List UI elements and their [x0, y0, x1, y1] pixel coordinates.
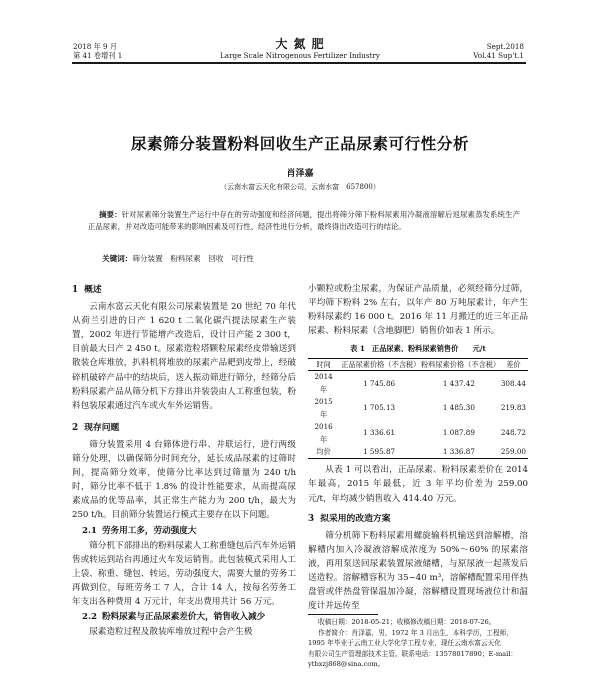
section-3-paragraph: 筛分机筛下粉料尿素用螺旋输料机输送到溶解槽，溶解槽内加入冷凝液溶解成浓度为 50%～60% 的尿素溶液，再用泵送回尿素装置尿液储槽，与原尿液一起蒸发后送造粒。溶解槽容积为 35~40 m³，溶解槽配置采用伴热盘管或伴热盘管保温加冷凝，溶解槽设置现场液位计和温度计并远传至	[308, 530, 528, 612]
affiliation: （云南水富云天化有限公司，云南水富 657800）	[220, 183, 380, 191]
section-2-paragraph: 筛分装置采用 4 台筛体进行串、并联运行，进行两级筛分处理，以确保筛分时间充分，延长成品尿素的过筛时间，提高筛分效率，使筛分比率达到过筛量为 240 t/h 时，筛分比率不低于 1.8% 的设计性能要求，从而提高尿素成品的优等品率，其正常生产能力为 200 t/h，最大为 250 t/h。目前筛分装置运行模式主要存在以下问题。	[72, 439, 296, 521]
abstract	[88, 209, 520, 234]
table-cell: 1 087.89	[442, 428, 475, 438]
table-cell: 1 336.61	[363, 428, 396, 438]
section-3-heading: 3 拟采用的改造方案	[308, 513, 391, 524]
footnote-bio: 1995 年毕业于云南工业大学化学工程专业，现任云南水富云天化	[308, 639, 502, 647]
header-date-en: Sept.2018	[486, 42, 524, 51]
table-header-cell: 差价	[506, 360, 521, 370]
keyword: 可行性	[231, 254, 254, 263]
table-cell: 308.44	[500, 378, 526, 388]
keywords-label: 关键词：	[102, 254, 133, 263]
price-table	[308, 358, 528, 459]
table-row	[308, 421, 528, 446]
table-cell: 1 437.42	[442, 378, 475, 388]
header-date: 2018 年 9 月	[73, 42, 118, 51]
header-rule	[72, 62, 526, 64]
subsection-2-2-heading: 2.2 粉料尿素与正品尿素差价大，销售收入减少	[82, 612, 266, 623]
keyword: 筛分装置	[132, 254, 163, 263]
journal-english-name: Large Scale Nitrogenous Fertilizer Industry	[220, 51, 380, 60]
subsection-2-1-heading: 2.1 劳务用工多，劳动强度大	[82, 525, 197, 536]
abstract-text: 针对尿素筛分装置生产运行中存在的劳动强度和经济问题，提出将筛分筛下粉料尿素用冷凝液溶解后返尿素蒸发系统生产正品尿素，并对改造可能带来的影响因素及可行性、经济性进行分析，最终得出改造可行的结论。	[88, 210, 520, 232]
abstract-label: 摘要：	[99, 210, 122, 219]
table-cell: 2014 年	[314, 372, 333, 394]
table-cell: 219.83	[500, 403, 526, 413]
section-1-heading: 1 概述	[72, 285, 102, 295]
continued-paragraph: 小颗粒或粉尘尿素，为保证产品质量，必须经筛分过筛，平均筛下粉料 2% 左右，以年产 80 万吨尿素计，年产生粉料尿素约 16 000 t。2016 年 11 月搬迁的近三年正品尿素、粉料尿素（含地脚肥）销售价如表 1 所示。	[308, 284, 528, 337]
right-column	[308, 282, 528, 613]
footnote-email: ytbxzj868@sina.com。	[308, 660, 385, 668]
table-row	[308, 371, 528, 396]
table-cell: 均价	[316, 446, 331, 456]
table-cell: 1 705.13	[363, 403, 396, 413]
table-caption: 表 1 正品尿素、粉料尿素销售价 元/t	[350, 344, 486, 354]
subsection-2-1-paragraph: 筛分机下部排出的粉料尿素人工称重缝包后汽车外运销售或转运到站台再通过火车发运销售。此包装模式采用人工上袋、称重、缝包、转运，劳动强度大，需要大量的劳务工再做到位，每班劳务工 7 人，合计 14 人，按每名劳务工年支出各种费用 4 万元计，年支出费用共计 56 万元。	[72, 540, 296, 607]
article-title: 尿素筛分装置粉料回收生产正品尿素可行性分析	[130, 134, 470, 153]
table-header-cell: 正品尿素价格（不含税）	[341, 360, 421, 370]
keyword: 回收	[208, 254, 224, 263]
table-cell: 1 336.87	[442, 446, 475, 456]
journal-masthead: 大 氮 肥	[275, 37, 325, 51]
section-2-heading: 2 现存问题	[72, 422, 120, 433]
table-discussion-paragraph: 从表 1 可以看出，正品尿素、粉料尿素差价在 2014 年最高，2015 年最低，近 3 年平均价差为 259.00 元/t，年均减少销售收入 414.40 万元。	[308, 465, 528, 504]
header-volume: 第 41 卷增刊 1	[73, 51, 123, 60]
table-row	[308, 396, 528, 421]
left-column	[72, 279, 296, 639]
table-cell: 1 745.86	[363, 378, 396, 388]
table-header-cell: 粉料尿素价格（不含税）	[421, 360, 501, 370]
table-header-cell: 时间	[316, 360, 331, 370]
subsection-2-2-paragraph: 尿素造粒过程及散装库堆放过程中会产生极	[89, 627, 253, 638]
footnote-dates: 收稿日期：2018-05-21；收稿修改稿日期：2018-07-26。	[318, 618, 496, 626]
header-volume-en: Vol.41 Sup't.1	[473, 51, 524, 60]
table-cell: 259.00	[500, 446, 526, 456]
table-row	[308, 446, 528, 459]
table-cell: 1 595.87	[363, 446, 396, 456]
table-header-row	[308, 359, 528, 371]
section-1-paragraph: 云南水富云天化有限公司尿素装置是 20 世纪 70 年代从荷兰引进的日产 1 620 t 二氧化碳汽提法尿素生产装置，2002 年进行节能增产改造后，设计日产能 2 300 t，目前最大日产 2 450 t。尿素造粒塔颗粒尿素经皮带输送到散装仓库堆放，扒料机将堆放的尿素产品耙到皮带上，经破碎机破碎产品中的结块后，送入振动筛进行筛分，经筛分后粉料尿素产品从筛分机下方排出并装袋由人工称重包装，粉料包装尿素通过汽车或火车外运销售。	[72, 302, 296, 411]
footnote-bio: 有限公司生产管理部技术主管。联系电话：13578017890；E-mail：	[308, 649, 518, 658]
table-cell: 1 485.30	[442, 403, 475, 413]
footnote	[308, 617, 530, 670]
table-cell: 248.72	[500, 428, 526, 438]
table-cell: 2015 年	[314, 397, 333, 419]
table-cell: 2016 年	[314, 422, 333, 444]
keywords	[102, 253, 522, 264]
author: 肖泽嘉	[286, 169, 314, 179]
footnote-rule	[308, 614, 378, 615]
keyword: 粉料尿素	[170, 254, 201, 263]
footnote-bio: 作者简介：肖泽嘉，男，1972 年 3 月出生，本科学历，工程师，	[318, 628, 513, 637]
